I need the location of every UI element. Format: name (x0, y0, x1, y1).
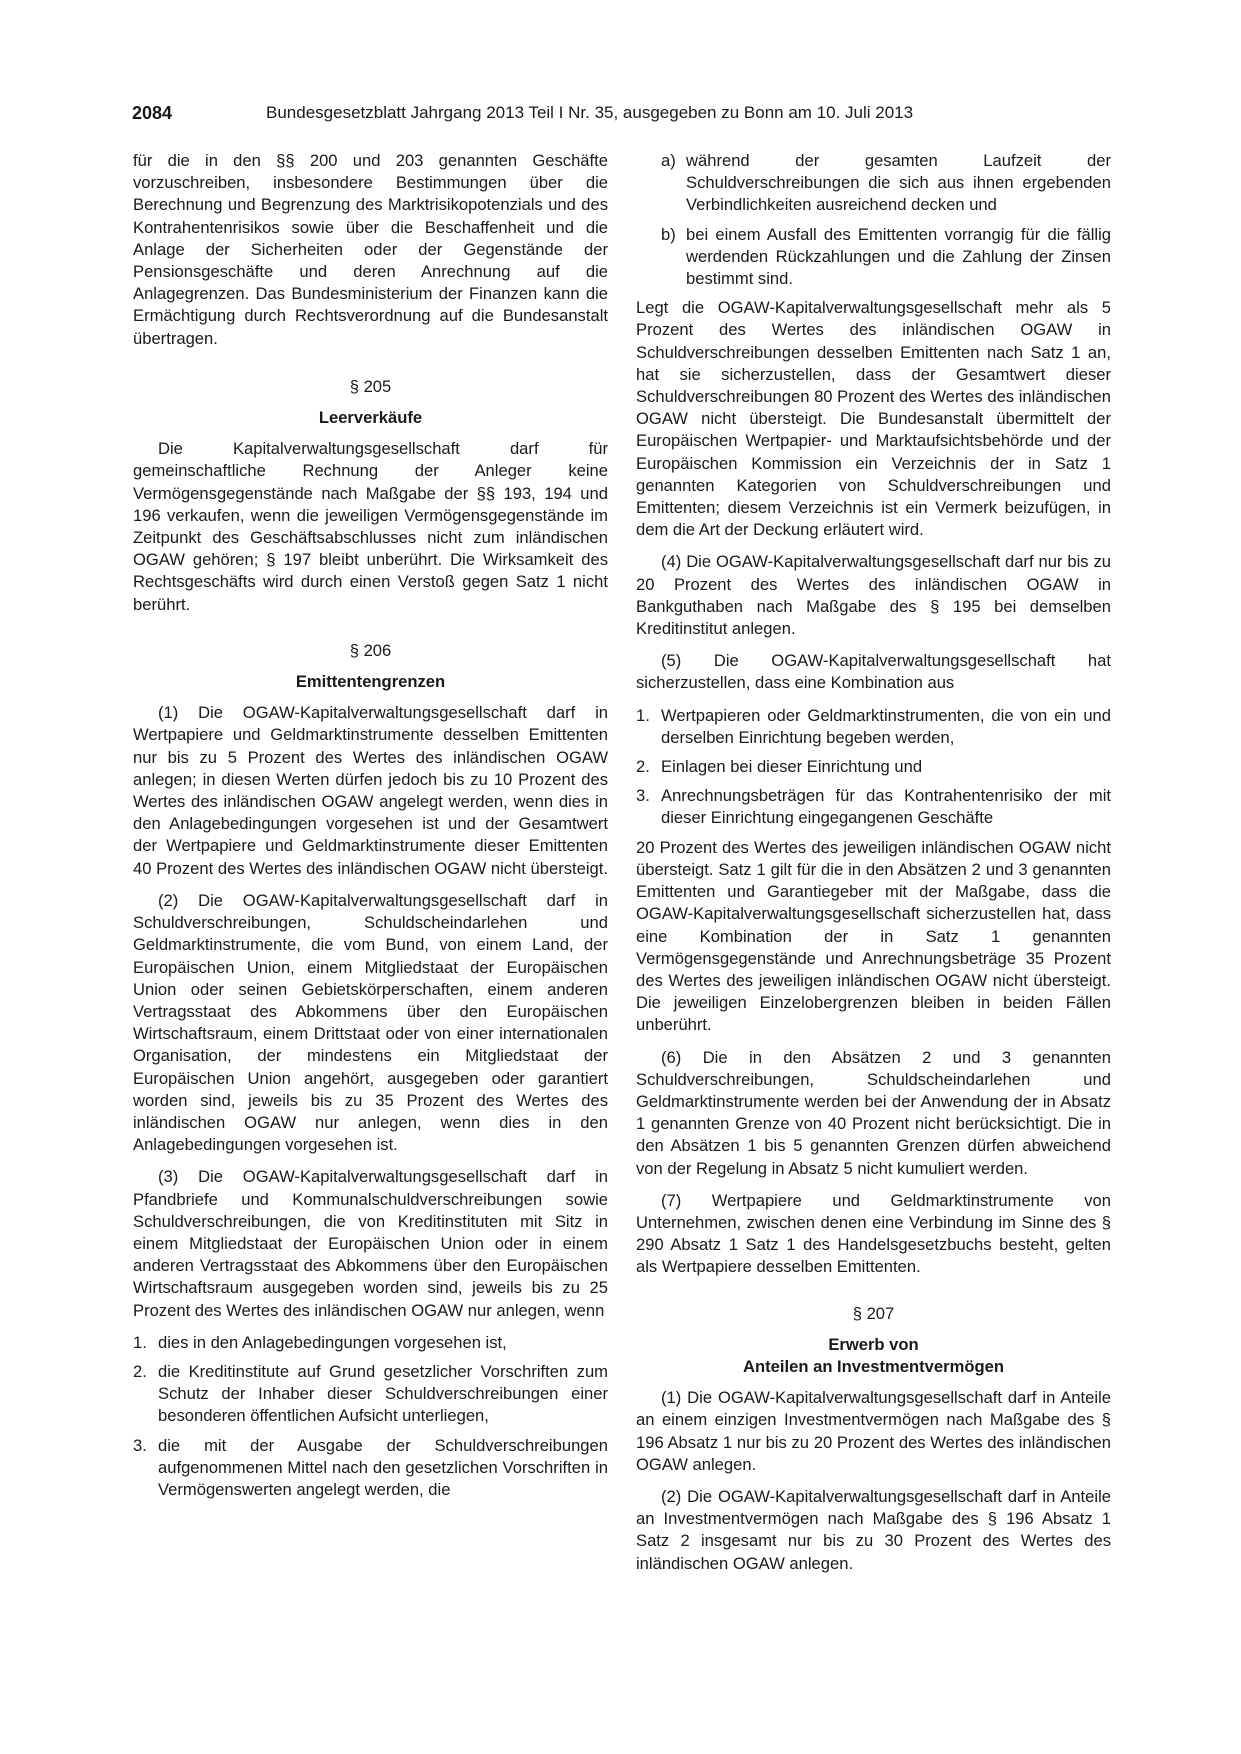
section-205-text: Die Kapitalverwaltungsgesellschaft darf für gemeinschaftliche Rechnung der Anleger keine Vermögensgegenstände nach Maßgabe der §§ 193, 194 und 196 verkaufen, wenn die jeweiligen Vermögensgegenstände im Zeitpunkt des Geschäftsabschlusses nicht zum inländischen OGAW gehören; § 197 bleibt unberührt. Die Wirksamkeit des Rechtsgeschäfts wird durch einen Verstoß gegen Satz 1 nicht berührt. (133, 439, 608, 614)
list-label: 1. (133, 1332, 147, 1352)
list-text: bei einem Ausfall des Emittenten vorrangig für die fällig werdenden Rückzahlungen und die Zahlung der Zinsen bestimmt sind. (686, 224, 1111, 289)
section-206-paragraph-6: (6) Die in den Absätzen 2 und 3 genannten Schuldverschreibungen, Schuldscheindarlehen und Geldmarktinstrumente werden bei der Anwendung der in Absatz 1 genannten Grenze von 40 Prozent nicht berücksichtigt. Die in den Absätzen 1 bis 5 genannten Grenzen dürfen abweichend von der Regelung in Absatz 5 nicht kumuliert werden. (636, 1047, 1111, 1178)
list-label: 2. (133, 1361, 147, 1381)
right-column (636, 150, 1111, 1585)
running-head: Bundesgesetzblatt Jahrgang 2013 Teil I Nr. 35, ausgegeben zu Bonn am 10. Juli 2013 (266, 103, 914, 122)
list-text: die mit der Ausgabe der Schuldverschreibungen aufgenommenen Mittel nach den gesetzlichen Vorschriften in Vermögenswerten angelegt werden, die (158, 1435, 608, 1499)
list-text: Wertpapieren oder Geldmarktinstrumenten, die von ein und derselben Einrichtung begeben werden, (661, 705, 1111, 747)
section-number-205: § 205 (349, 376, 392, 396)
section-206-paragraph-7: (7) Wertpapiere und Geldmarktinstrumente von Unternehmen, zwischen denen eine Verbindung im Sinne des § 290 Absatz 1 Satz 1 des Handelsgesetzbuchs besteht, gelten als Wertpapiere desselben Emittenten. (636, 1190, 1111, 1277)
section-206-paragraph-4: (4) Die OGAW-Kapitalverwaltungsgesellschaft darf nur bis zu 20 Prozent des Wertes des inländischen OGAW in Bankguthaben nach Maßgabe des § 195 bei demselben Kreditinstitut anlegen. (636, 552, 1111, 639)
list-text: Anrechnungsbeträgen für das Kontrahentenrisiko der mit dieser Einrichtung eingegangenen Geschäfte (661, 786, 1111, 828)
continuation-paragraph: für die in den §§ 200 und 203 genannten Geschäfte vorzuschreiben, insbesondere Bestimmungen über die Berechnung und Begrenzung des Marktrisikopotenzials und des Kontrahentenrisikos sowie über die Beschaffenheit und die Anlage der Sicherheiten oder der Gegenstände der Pensionsgeschäfte und deren Anrechnung auf die Anlagegrenzen. Das Bundesministerium der Finanzen kann die Ermächtigung durch Rechtsverordnung auf die Bundesanstalt übertragen. (133, 151, 608, 348)
sub-list-item (661, 224, 1111, 291)
section-title-207-line-2: Anteilen an Investmentvermögen (743, 1356, 1004, 1376)
list-item (133, 1435, 608, 1502)
section-number-207: § 207 (852, 1303, 895, 1323)
section-206-paragraph-3: (3) Die OGAW-Kapitalverwaltungsgesellschaft darf in Pfandbriefe und Kommunalschuldverschreibungen sowie Schuldverschreibungen, die von Kreditinstituten mit Sitz in einem Mitgliedstaat der Europäischen Union oder in einem anderen Vertragsstaat des Abkommens über den Europäischen Wirtschaftsraum ausgegeben worden sind, jeweils bis zu 25 Prozent des Wertes des inländischen OGAW nur anlegen, wenn (133, 1167, 608, 1320)
section-207-paragraph-1: (1) Die OGAW-Kapitalverwaltungsgesellschaft darf in Anteile an einem einzigen Investmentvermögen nach Maßgabe des § 196 Absatz 1 nur bis zu 20 Prozent des Wertes des inländischen OGAW anlegen. (636, 1388, 1111, 1474)
list-item (636, 756, 1111, 778)
list-text: Einlagen bei dieser Einrichtung und (661, 757, 923, 777)
list-item (636, 785, 1111, 829)
section-title-205: Leerverkäufe (318, 408, 423, 428)
list-text: die Kreditinstitute auf Grund gesetzlicher Vorschriften zum Schutz der Inhaber dieser Schuldverschreibungen einer besonderen öffentlichen Aufsicht unterliegen, (158, 1361, 608, 1426)
page-number: 2084 (132, 103, 173, 123)
list-label: b) (661, 224, 676, 244)
section-206-paragraph-1: (1) Die OGAW-Kapitalverwaltungsgesellschaft darf in Wertpapiere und Geldmarktinstrumente desselben Emittenten nur bis zu 5 Prozent des Wertes des inländischen OGAW anlegen; in diesen Werten dürfen jedoch bis zu 10 Prozent des Wertes des inländischen OGAW angelegt werden, wenn dies in den Anlagebedingungen vorgesehen ist und der Gesamtwert der Wertpapiere und Geldmarktinstrumente dieser Emittenten 40 Prozent des Wertes des inländischen OGAW nicht übersteigt. (133, 703, 609, 878)
list-label: 2. (636, 757, 650, 777)
section-number-206: § 206 (349, 640, 392, 660)
section-title-206: Emittentengrenzen (295, 672, 446, 692)
list-label: 1. (636, 705, 650, 725)
list-item (636, 705, 1111, 749)
paragraph-5-continuation: 20 Prozent des Wertes des jeweiligen inländischen OGAW nicht übersteigt. Satz 1 gilt für die in den Absätzen 2 und 3 genannten Emittenten und Garantiegeber mit der Maßgabe, dass die OGAW-Kapitalverwaltungsgesellschaft sicherzustellen hat, dass eine Kombination der in Satz 1 genannten Vermögensgegenstände und Anrechnungsbeträge 35 Prozent des Wertes des jeweiligen inländischen OGAW nicht übersteigt. Die jeweiligen Einzelobergrenzen bleiben in beiden Fällen unberührt. (636, 837, 1111, 1035)
list-item (133, 1361, 608, 1428)
list-label: 3. (636, 786, 650, 806)
list-item (133, 1332, 608, 1354)
list-text: während der gesamten Laufzeit der Schuldverschreibungen die sich aus ihnen ergebenden Verbindlichkeiten ausreichend decken und (686, 151, 1111, 215)
paragraph-3-continuation: Legt die OGAW-Kapitalverwaltungsgesellschaft mehr als 5 Prozent des Wertes des inländischen OGAW in Schuldverschreibungen desselben Emittenten nach Satz 1 an, hat sie sicherzustellen, dass der Gesamtwert dieser Schuldverschreibungen 80 Prozent des Wertes des inländischen OGAW nicht übersteigt. Die Bundesanstalt übermittelt der Europäischen Wertpapier- und Marktaufsichtsbehörde und der Europäischen Kommission ein Verzeichnis der in Satz 1 genannten Kategorien von Schuldverschreibungen und Emittenten; diesem Verzeichnis ist ein Vermerk beizufügen, in dem die Art der Deckung erläutert wird. (636, 298, 1111, 540)
section-207-paragraph-2: (2) Die OGAW-Kapitalverwaltungsgesellschaft darf in Anteile an Investmentvermögen nach Maßgabe des § 196 Absatz 1 Satz 2 insgesamt nur bis zu 30 Prozent des Wertes des inländischen OGAW anlegen. (636, 1486, 1111, 1573)
sub-list-item (661, 150, 1111, 217)
list-label: 3. (133, 1435, 147, 1455)
page-header (132, 101, 1112, 125)
list-text: dies in den Anlagebedingungen vorgesehen ist, (158, 1332, 507, 1352)
section-title-207-line-1: Erwerb von (828, 1334, 919, 1354)
section-206-paragraph-5: (5) Die OGAW-Kapitalverwaltungsgesellschaft hat sicherzustellen, dass eine Kombination aus (636, 651, 1111, 693)
left-column (133, 150, 608, 1508)
section-206-paragraph-2: (2) Die OGAW-Kapitalverwaltungsgesellschaft darf in Schuldverschreibungen, Schuldscheindarlehen und Geldmarktinstrumente, die vom Bund, von einem Land, der Europäischen Union, einem Mitgliedstaat der Europäischen Union oder seinen Gebietskörperschaften, einem anderen Vertragsstaat des Abkommens über den Europäischen Wirtschaftsraum, einem Drittstaat oder von einer internationalen Organisation, der mindestens ein Mitgliedstaat der Europäischen Union angehört, ausgegeben oder garantiert worden sind, jeweils bis zu 35 Prozent des Wertes des inländischen OGAW nur anlegen, wenn dies in den Anlagebedingungen vorgesehen ist. (133, 890, 608, 1155)
list-label: a) (661, 151, 676, 170)
